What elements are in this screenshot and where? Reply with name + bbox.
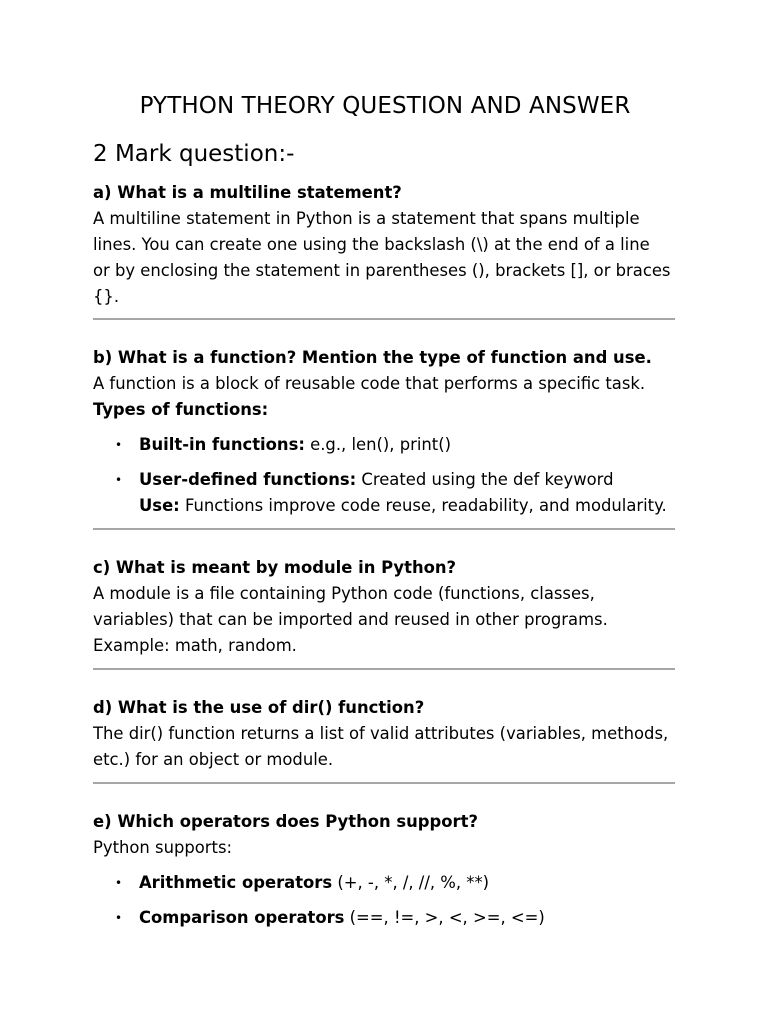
item-term: Comparison operators (139, 908, 345, 927)
question-e: e) Which operators does Python support? (93, 812, 478, 831)
answer-c-line-2: variables) that can be imported and reused in other programs. (93, 610, 608, 629)
question-b: b) What is a function? Mention the type of function and use. (93, 348, 652, 367)
bullet-icon: • (115, 876, 123, 890)
list-item (93, 870, 683, 896)
qa-block-c (93, 555, 683, 659)
answer-a-line-3: or by enclosing the statement in parentheses (), brackets [], or braces (93, 261, 671, 280)
qa-block-a (93, 180, 683, 310)
section-heading: 2 Mark question:- (93, 141, 295, 167)
divider (93, 782, 675, 784)
item-text: Created using the def keyword (356, 470, 614, 489)
answer-b: A function is a block of reusable code that performs a specific task. (93, 374, 646, 393)
qa-block-e (93, 809, 683, 931)
document-title: PYTHON THEORY QUESTION AND ANSWER (139, 93, 631, 119)
item-text: (+, -, *, /, //, %, **) (332, 873, 490, 892)
list-item (93, 467, 683, 519)
answer-d-line-2: etc.) for an object or module. (93, 750, 334, 769)
answer-d-line-1: The dir() function returns a list of valid attributes (variables, methods, (93, 724, 669, 743)
question-c: c) What is meant by module in Python? (93, 558, 457, 577)
qa-block-b (93, 345, 683, 519)
answer-e: Python supports: (93, 838, 233, 857)
list-item (93, 905, 683, 931)
divider (93, 318, 675, 320)
item-text: e.g., len(), print() (304, 435, 451, 454)
operators-list (93, 870, 683, 931)
answer-a-line-4: {}. (93, 287, 120, 306)
bullet-icon: • (115, 438, 123, 452)
divider (93, 668, 675, 670)
answer-c-line-3: Example: math, random. (93, 636, 297, 655)
use-text: Functions improve code reuse, readability, and modularity. (179, 496, 667, 515)
qa-block-d (93, 695, 683, 773)
answer-c-line-1: A module is a file containing Python code (functions, classes, (93, 584, 595, 603)
bullet-icon: • (115, 911, 123, 925)
question-d: d) What is the use of dir() function? (93, 698, 425, 717)
function-types-list (93, 432, 683, 519)
use-term: Use: (139, 496, 180, 515)
divider (93, 528, 675, 530)
item-text: (==, !=, >, <, >=, <=) (344, 908, 545, 927)
types-label: Types of functions: (93, 400, 269, 419)
answer-a-line-1: A multiline statement in Python is a statement that spans multiple (93, 209, 640, 228)
bullet-icon: • (115, 473, 123, 487)
item-term: Arithmetic operators (139, 873, 333, 892)
item-term: Built-in functions: (139, 435, 305, 454)
question-a: a) What is a multiline statement? (93, 183, 402, 202)
list-item (93, 432, 683, 458)
item-term: User-defined functions: (139, 470, 357, 489)
answer-a-line-2: lines. You can create one using the backslash (\) at the end of a line (93, 235, 650, 254)
